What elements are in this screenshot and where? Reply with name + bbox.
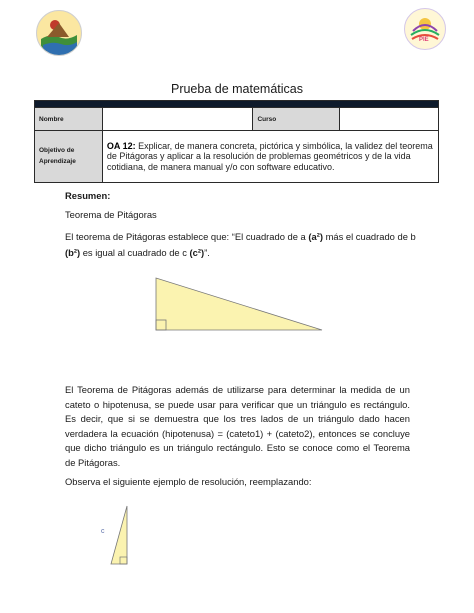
example-intro: Observa el siguiente ejemplo de resolución, reemplazando: bbox=[65, 476, 312, 487]
triangle-shape bbox=[156, 278, 322, 330]
table-header-bar bbox=[35, 101, 439, 108]
pie-logo bbox=[404, 8, 446, 50]
example-triangle-shape bbox=[111, 506, 127, 564]
right-triangle-diagram bbox=[150, 273, 330, 335]
theorem-explanation-paragraph: El Teorema de Pitágoras además de utilizarse para determinar la medida de un cateto o hipotenusa, se puede usar para verificar que un triángulo es rectángulo. Es decir, que si se demuestra que los tres lados de un triángulo dado hacen verdadera la ecuación (hipotenusa) = (cateto1) + (cateto2), entonces se concluye que dicho triángulo es un triángulo rectángulo. Esto se conoce como el Teorema de Pitágoras. bbox=[65, 384, 410, 468]
pie-logo-text: PIE bbox=[419, 37, 429, 43]
subtitle: Teorema de Pitágoras bbox=[65, 209, 157, 220]
objetivo-label-line1: Objetivo de bbox=[39, 147, 75, 155]
oa-description: Explicar, de manera concreta, pictórica y simbólica, la validez del teorema de Pitágoras y aplicar a la resolución de problemas geométricos y de la vida cotidiana, de manera manual y/o con software educativo. bbox=[106, 141, 433, 172]
nombre-label: Nombre bbox=[35, 108, 103, 131]
example-triangle-diagram bbox=[96, 500, 136, 580]
objetivo-text bbox=[102, 131, 438, 183]
objetivo-label bbox=[35, 131, 103, 183]
resumen-heading: Resumen: bbox=[65, 190, 111, 201]
para1-c2: (c²) bbox=[189, 246, 205, 258]
objetivo-row bbox=[35, 131, 439, 183]
para1-part2: más el cuadrado de b bbox=[322, 231, 416, 242]
nombre-row bbox=[35, 108, 439, 131]
objetivo-label-line2: Aprendizaje bbox=[39, 157, 76, 165]
side-label-c: c bbox=[101, 528, 105, 535]
nombre-field[interactable] bbox=[102, 108, 253, 131]
para1-part4: ”. bbox=[204, 246, 210, 258]
para1-b2: (b²) bbox=[65, 246, 81, 258]
curso-label: Curso bbox=[253, 108, 340, 131]
page-title: Prueba de matemáticas bbox=[170, 82, 303, 96]
para1-a2: (a²) bbox=[308, 231, 323, 242]
oa-code: OA 12: bbox=[106, 141, 136, 152]
header-form-table bbox=[34, 100, 439, 183]
school-logo bbox=[36, 10, 82, 56]
theorem-paragraph bbox=[65, 229, 420, 260]
curso-field[interactable] bbox=[340, 108, 439, 131]
para1-part1: El teorema de Pitágoras establece que: “El cuadrado de a bbox=[65, 231, 309, 242]
para1-part3: es igual al cuadrado de c bbox=[80, 246, 190, 258]
